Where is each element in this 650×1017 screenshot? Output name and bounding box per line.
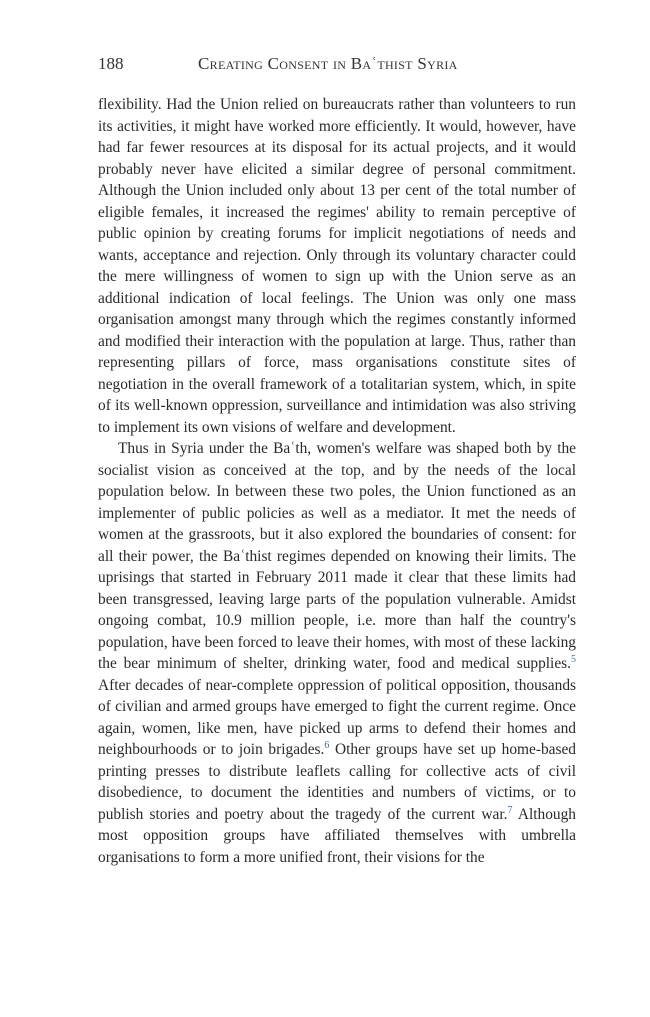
running-title: Creating Consent in Baʿthist Syria [198,54,458,73]
running-head [98,54,576,78]
paragraph-2 [98,438,576,868]
footnote-marker-6[interactable]: 6 [324,740,330,751]
paragraph-2-segment-2: After decades of near-complete oppression of political opposition, thousands of civilian and armed groups have emerged to fight the current regime. Once again, women, like men, have picked up arms to defend their homes and neighbourhoods or to join brigades. [98,676,576,758]
paragraph-2-segment-1: Thus in Syria under the Baʿth, women's welfare was shaped both by the socialist vision as conceived at the top, and by the needs of the local population below. In between these two poles, the Union functioned as an implementer of public policies as well as a mediator. It met the needs of women at the grassroots, but it also explored the boundaries of consent: for all their power, the Baʿthist regimes depended on knowing their limits. The uprisings that started in February 2011 made it clear that these limits had been transgressed, leaving large parts of the population vulnerable. Amidst ongoing combat, 10.9 million people, i.e. more than half the country's population, have been forced to leave their homes, with most of these lacking the bear minimum of shelter, drinking water, food and medical supplies. [98,440,576,672]
paragraph-1: flexibility. Had the Union relied on bureaucrats rather than volunteers to run its activities, it might have worked more efficiently. It would, however, have had far fewer resources at its disposal for its actual projects, and it would probably never have elicited a similar degree of personal commitment. Although the Union included only about 13 per cent of the total number of eligible females, it increased the regimes' ability to remain perceptive of public opinion by creating forums for implicit negotiations of needs and wants, acceptance and rejection. Only through its voluntary character could the mere willingness of women to sign up with the Union serve as an additional indication of local feelings. The Union was only one mass organisation amongst many through which the regimes constantly informed and modified their interaction with the population at large. Thus, rather than representing pillars of force, mass organisations constitute sites of negotiation in the overall framework of a totalitarian system, which, in spite of its well-known oppression, surveillance and intimidation was also striving to implement its own visions of welfare and development. [98,96,576,436]
body-text [98,94,576,868]
paragraph-2-segment-3: Other groups have set up home-based printing presses to distribute leaflets calling for collective acts of civil disobedience, to document the identities and numbers of victims, or to publish stories and poetry about the tragedy of the current war. [98,741,576,823]
footnote-marker-5[interactable]: 5 [571,654,576,665]
paragraph-2-segment-4: Although most opposition groups have affiliated themselves with umbrella organisations to form a more unified front, their visions for the [98,805,576,866]
page-number: 188 [98,54,124,73]
book-page [98,54,576,868]
footnote-marker-7[interactable]: 7 [507,804,513,816]
